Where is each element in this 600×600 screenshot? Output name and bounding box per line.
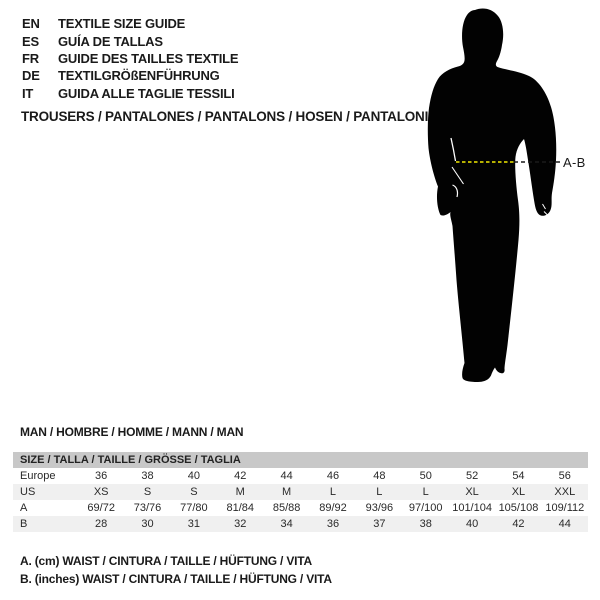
language-code: IT	[22, 85, 34, 101]
language-label: TEXTILGRÖßENFÜHRUNG	[58, 68, 220, 84]
table-cell: 109/112	[545, 502, 585, 514]
table-cell: S	[190, 486, 198, 498]
language-row-en	[22, 15, 238, 32]
table-cell: 40	[187, 470, 201, 482]
table-cell: 85/88	[272, 502, 301, 514]
table-cell: XS	[93, 486, 109, 498]
table-cell: L	[329, 486, 337, 498]
section-title-man: MAN / HOMBRE / HOMME / MANN / MAN	[20, 425, 244, 439]
row-label: B	[20, 518, 28, 530]
table-cell: M	[235, 486, 245, 498]
table-cell: 32	[234, 518, 247, 530]
language-row-es	[22, 32, 238, 49]
table-cell: 34	[280, 518, 293, 530]
table-cell: 44	[280, 470, 293, 482]
table-cell: 69/72	[87, 502, 115, 514]
size-table	[13, 452, 588, 532]
table-cell: 52	[465, 470, 479, 482]
table-cell: 31	[187, 518, 201, 530]
row-label: Europe	[20, 470, 56, 482]
table-cell: XL	[511, 486, 526, 498]
language-code: FR	[22, 50, 39, 66]
table-cell: 97/100	[408, 502, 443, 514]
table-cell: L	[422, 486, 429, 498]
language-label: GUIDE DES TAILLES TEXTILE	[58, 50, 239, 66]
table-cell: 42	[512, 518, 525, 530]
language-row-it	[22, 85, 238, 102]
note-a-cm: A. (cm) WAIST / CINTURA / TAILLE / HÜFTUNG / VITA	[20, 554, 312, 568]
table-row-a-cm	[13, 500, 588, 516]
table-cell: 38	[419, 518, 432, 530]
table-cell: M	[282, 486, 292, 498]
table-cell: 44	[558, 518, 571, 530]
table-cell: 77/80	[180, 502, 208, 514]
category-title: TROUSERS / PANTALONES / PANTALONS / HOSEN / PANTALONI	[21, 109, 429, 124]
language-label: GUÍA DE TALLAS	[58, 33, 163, 49]
measure-label-ab: A-B	[563, 155, 586, 170]
table-cell: L	[376, 486, 383, 498]
table-cell: 46	[326, 470, 340, 482]
table-cell: 81/84	[226, 502, 255, 514]
table-cell: 54	[512, 470, 525, 482]
row-label: A	[20, 502, 28, 514]
language-label: GUIDA ALLE TAGLIE TESSILI	[58, 85, 235, 101]
language-label: TEXTILE SIZE GUIDE	[58, 16, 186, 32]
man-silhouette	[428, 8, 556, 382]
table-cell: 105/108	[498, 502, 539, 514]
table-row-b-inches	[13, 516, 588, 532]
row-label: US	[20, 486, 36, 498]
table-cell: S	[143, 486, 152, 498]
table-cell: XL	[465, 486, 479, 498]
language-row-de	[22, 67, 238, 84]
man-silhouette-figure	[400, 0, 600, 430]
language-row-fr	[22, 50, 238, 67]
table-cell: 37	[373, 518, 386, 530]
table-cell: 48	[373, 470, 386, 482]
table-cell: 30	[141, 518, 154, 530]
table-row-us	[13, 484, 588, 500]
table-cell: 36	[326, 518, 340, 530]
table-cell: 56	[558, 470, 571, 482]
measurement-notes	[20, 553, 332, 588]
table-cell: 42	[234, 470, 247, 482]
table-cell: XXL	[554, 486, 576, 498]
language-guide-list	[22, 15, 238, 102]
table-cell: 73/76	[133, 502, 162, 514]
table-cell: 36	[95, 470, 108, 482]
table-cell: 50	[419, 470, 432, 482]
note-b-inches: B. (inches) WAIST / CINTURA / TAILLE / HÜFTUNG / VITA	[20, 571, 332, 586]
table-cell: 89/92	[319, 502, 347, 514]
table-cell: 101/104	[452, 502, 492, 514]
table-row-europe	[13, 468, 588, 484]
table-cell: 93/96	[365, 502, 394, 514]
table-cell: 40	[465, 518, 479, 530]
table-cell: 28	[95, 518, 108, 530]
language-code: EN	[22, 16, 40, 32]
table-cell: 38	[141, 470, 154, 482]
language-code: DE	[22, 68, 40, 84]
language-code: ES	[22, 33, 39, 49]
size-table-header: SIZE / TALLA / TAILLE / GRÖSSE / TAGLIA	[13, 452, 588, 468]
